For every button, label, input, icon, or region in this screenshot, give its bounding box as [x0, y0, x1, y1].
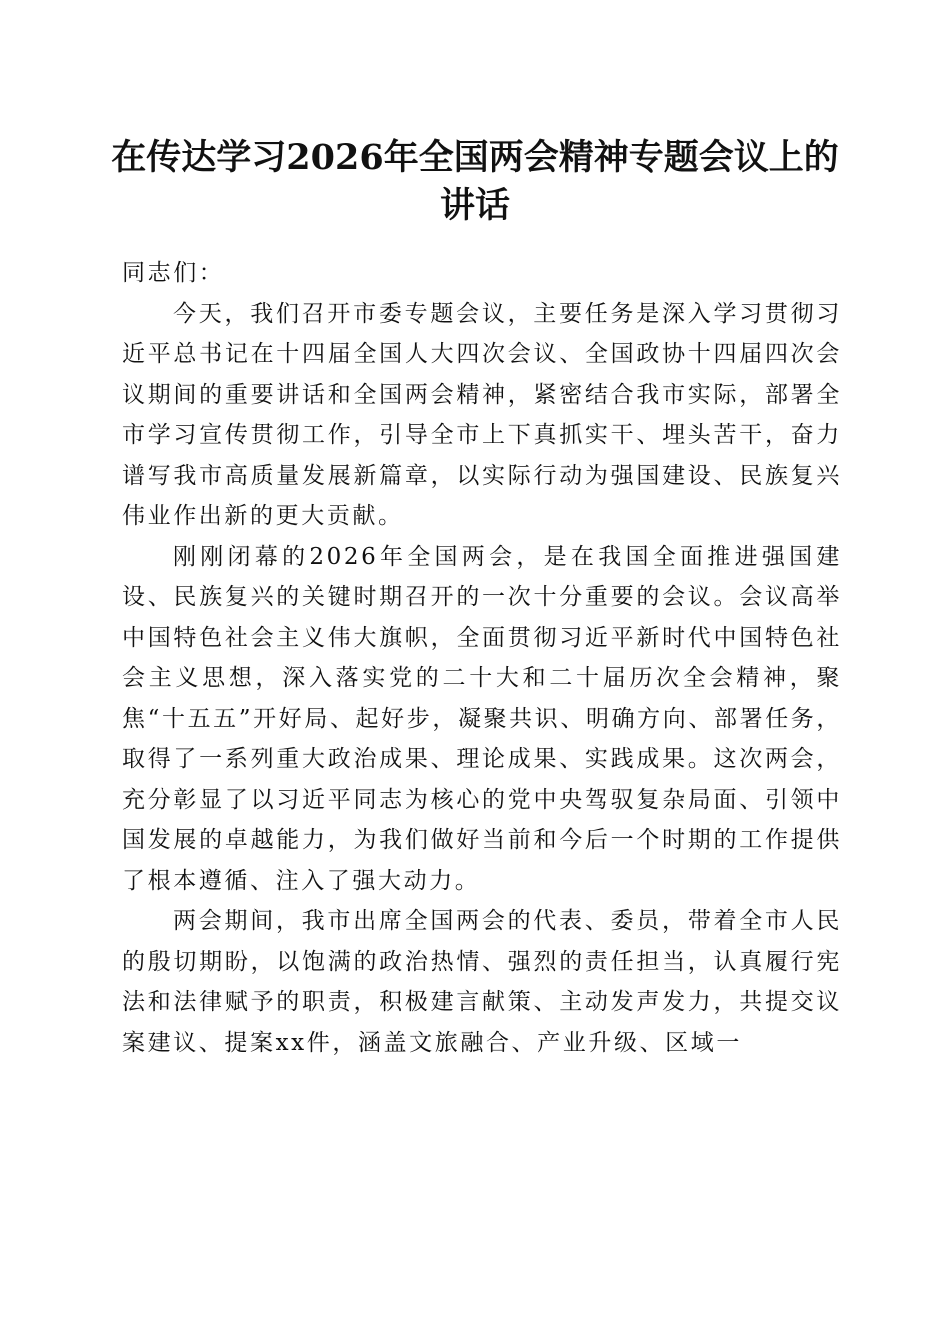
paragraph-2: 刚刚闭幕的2026年全国两会，是在我国全面推进强国建设、民族复兴的关键时期召开的一次十分重要的会议。会议高举中国特色社会主义伟大旗帜，全面贯彻习近平新时代中国特色社会主义思想，深入落实党的二十大和二十届历次全会精神，聚焦“十五五”开好局、起好步，凝聚共识、明确方向、部署任务，取得了一系列重大政治成果、理论成果、实践成果。这次两会，充分彰显了以习近平同志为核心的党中央驾驭复杂局面、引领中国发展的卓越能力，为我们做好当前和今后一个时期的工作提供了根本遵循、注入了强大动力。 [122, 543, 842, 894]
paragraph-3: 两会期间，我市出席全国两会的代表、委员，带着全市人民的殷切期盼，以饱满的政治热情、强烈的责任担当，认真履行宪法和法律赋予的职责，积极建言献策、主动发声发力，共提交议案建议、提案xx件，涵盖文旅融合、产业升级、区域一 [122, 908, 842, 1056]
document-title: 在传达学习2026年全国两会精神专题会议上的讲话 [111, 137, 839, 226]
paragraph-1: 今天，我们召开市委专题会议，主要任务是深入学习贯彻习近平总书记在十四届全国人大四次会议、全国政协十四届四次会议期间的重要讲话和全国两会精神，紧密结合我市实际，部署全市学习宣传贯彻工作，引导全市上下真抓实干、埋头苦干，奋力谱写我市高质量发展新篇章，以实际行动为强国建设、民族复兴伟业作出新的更大贡献。 [122, 300, 842, 529]
salutation: 同志们： [122, 260, 225, 286]
document-body [122, 253, 842, 1063]
